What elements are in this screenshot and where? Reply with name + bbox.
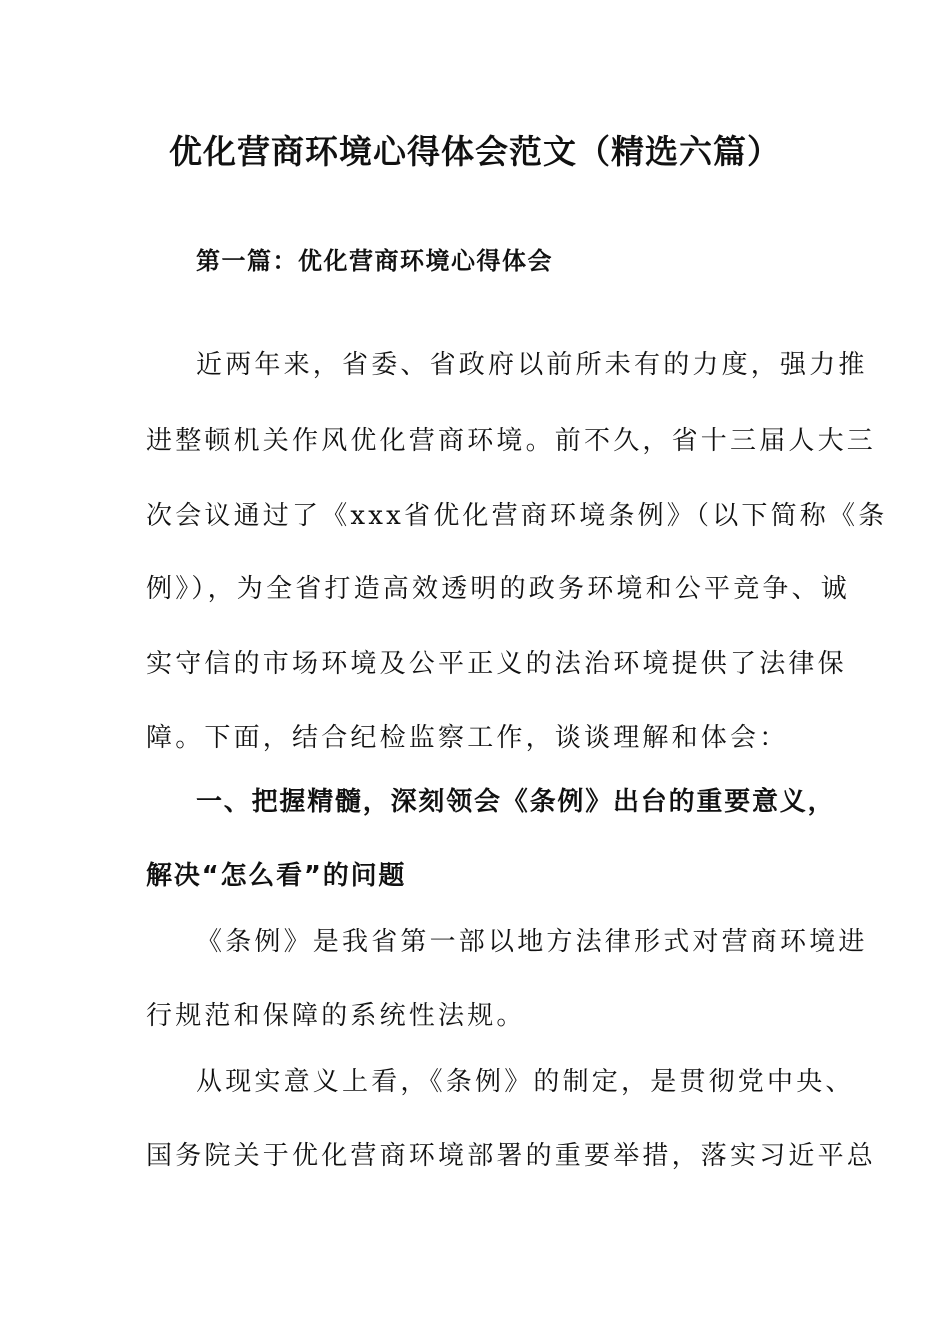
section-heading: 第一篇：优化营商环境心得体会: [196, 247, 553, 275]
paragraph-1-line-4: 例》），为全省打造高效透明的政务环境和公平竞争、诚: [146, 574, 851, 604]
paragraph-2-line-1: 《条例》是我省第一部以地方法律形式对营商环境进: [196, 927, 868, 957]
paragraph-3-line-2: 国务院关于优化营商环境部署的重要举措，落实习近平总: [146, 1141, 877, 1171]
heading-1-line-1: 一、把握精髓，深刻领会《条例》出台的重要意义，: [196, 787, 836, 817]
paragraph-1-line-1: 近两年来，省委、省政府以前所未有的力度，强力推: [196, 350, 868, 380]
paragraph-3-line-1: 从现实意义上看，《条例》的制定，是贯彻党中央、: [196, 1067, 855, 1097]
heading-1-line-2: 解决“怎么看”的问题: [146, 861, 407, 891]
paragraph-1-line-5: 实守信的市场环境及公平正义的法治环境提供了法律保: [146, 649, 847, 679]
paragraph-1-line-6: 障。下面，结合纪检监察工作，谈谈理解和体会：: [146, 723, 789, 753]
document-title: 优化营商环境心得体会范文（精选六篇）: [169, 132, 781, 171]
paragraph-2-line-2: 行规范和保障的系统性法规。: [146, 1001, 526, 1031]
paragraph-1-line-3: 次会议通过了《xxx省优化营商环境条例》（以下简称《条: [146, 501, 888, 531]
paragraph-1-line-2: 进整顿机关作风优化营商环境。前不久，省十三届人大三: [146, 426, 877, 456]
